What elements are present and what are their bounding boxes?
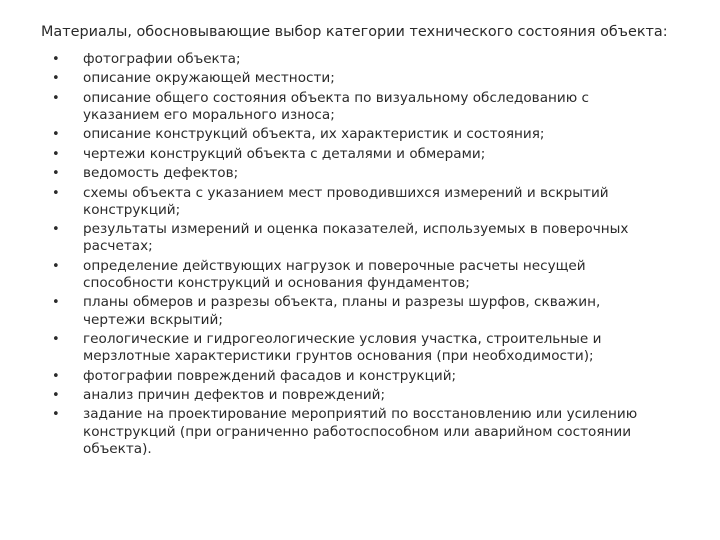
list-item-line: расчетах; (83, 238, 153, 255)
list-item-line: способности конструкций и основания фундаментов; (83, 274, 470, 291)
list-item (52, 51, 692, 68)
bullet-dot-icon: • (52, 166, 60, 182)
list-item (52, 387, 692, 404)
list-item-line: анализ причин дефектов и повреждений; (83, 386, 386, 403)
list-item (52, 185, 692, 219)
list-item (52, 70, 692, 87)
list-item-line: конструкций; (83, 201, 181, 218)
bullet-dot-icon: • (52, 90, 60, 106)
list-item-line: чертежи вскрытий; (83, 311, 223, 328)
bullet-dot-icon: • (52, 146, 60, 162)
bullet-dot-icon: • (52, 185, 60, 201)
list-item (52, 406, 692, 458)
list-item (52, 126, 692, 143)
list-item-line: указанием его морального износа; (83, 106, 335, 123)
list-item-line: описание конструкций объекта, их характеристик и состояния; (83, 126, 545, 143)
list-item (52, 221, 692, 255)
list-item (52, 146, 692, 163)
list-item-line: конструкций (при ограниченно работоспособном или аварийном состоянии (83, 423, 632, 440)
list-item (52, 294, 692, 328)
list-item-line: описание окружающей местности; (83, 70, 335, 87)
bullet-dot-icon: • (52, 222, 60, 238)
list-item (52, 258, 692, 292)
bullet-dot-icon: • (52, 387, 60, 403)
slide-heading: Материалы, обосновывающие выбор категории технического состояния объекта: (41, 24, 668, 40)
list-item-line: результаты измерений и оценка показателей, используемых в поверочных (83, 221, 629, 238)
list-item-line: объекта). (83, 440, 152, 457)
bullet-dot-icon: • (52, 295, 60, 311)
list-item (52, 368, 692, 385)
bullet-dot-icon: • (52, 71, 60, 87)
list-item-line: планы обмеров и разрезы объекта, планы и разрезы шурфов, скважин, (83, 294, 601, 311)
list-item-line: фотографии повреждений фасадов и конструкций; (83, 367, 457, 384)
list-item-line: мерзлотные характеристики грунтов основания (при необходимости); (83, 348, 594, 365)
bullet-dot-icon: • (52, 407, 60, 423)
bullet-dot-icon: • (52, 331, 60, 347)
list-item-line: описание общего состояния объекта по визуальному обследованию с (83, 89, 589, 106)
list-item-line: ведомость дефектов; (83, 165, 239, 182)
bullet-dot-icon: • (52, 127, 60, 143)
bullet-dot-icon: • (52, 258, 60, 274)
list-item-line: схемы объекта с указанием мест проводившихся измерений и вскрытий (83, 184, 609, 201)
list-item-line: определение действующих нагрузок и поверочные расчеты несущей (83, 257, 586, 274)
bullet-dot-icon: • (52, 368, 60, 384)
list-item (52, 90, 692, 124)
bullet-list (52, 51, 692, 460)
bullet-dot-icon: • (52, 52, 60, 67)
list-item (52, 331, 692, 365)
list-item-line: чертежи конструкций объекта с деталями и обмерами; (83, 145, 486, 162)
list-item-line: задание на проектирование мероприятий по восстановлению или усилению (83, 406, 638, 423)
list-item-line: фотографии объекта; (83, 51, 241, 67)
list-item-line: геологические и гидрогеологические условия участка, строительные и (83, 330, 602, 347)
list-item (52, 165, 692, 182)
